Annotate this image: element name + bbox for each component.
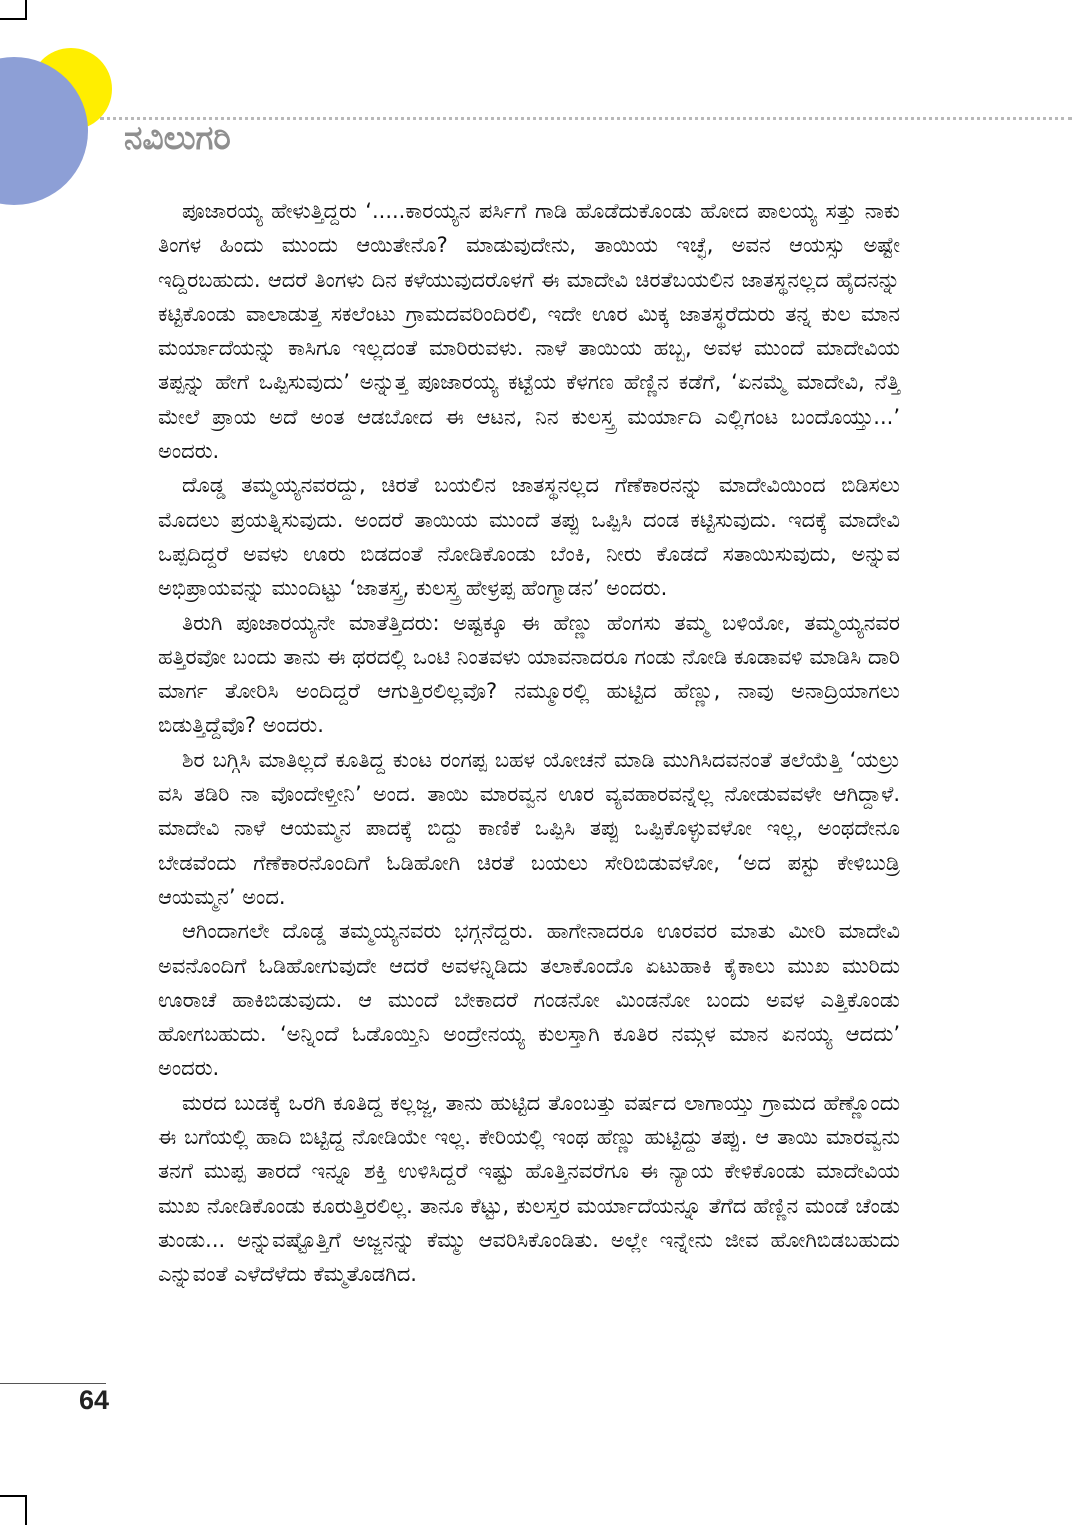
footer-rule	[0, 1383, 106, 1384]
crop-mark-bottom	[0, 1495, 27, 1497]
paragraph: ದೊಡ್ಡ ತಮ್ಮಯ್ಯನವರದ್ದು, ಚಿರತೆ ಬಯಲಿನ ಜಾತಸ್ಥನಲ್ಲದ ಗೆಣೆಕಾರನನ್ನು ಮಾದೇವಿಯಿಂದ ಬಿಡಿಸಲು ಮೊದಲು ಪ್ರಯತ್ನಿಸುವುದು. ಅಂದರೆ ತಾಯಿಯ ಮುಂದೆ ತಪ್ಪು ಒಪ್ಪಿಸಿ ದಂಡ ಕಟ್ಟಿಸುವುದು. ಇದಕ್ಕೆ ಮಾದೇವಿ ಒಪ್ಪದಿದ್ದರೆ ಅವಳು ಊರು ಬಿಡದಂತೆ ನೋಡಿಕೊಂಡು ಬೆಂಕಿ, ನೀರು ಕೊಡದೆ ಸತಾಯಿಸುವುದು, ಅನ್ನುವ ಅಭಿಪ್ರಾಯವನ್ನು ಮುಂದಿಟ್ಟು ‘ಜಾತಸ್ತ್ರ, ಕುಲಸ್ತ್ರ ಹೇಳ್ರಪ್ಪ ಹೆಂಗ್ಮಾಡನ’ ಅಂದರು.	[158, 473, 900, 601]
crop-mark-top	[25, 0, 27, 20]
paragraph: ತಿರುಗಿ ಪೂಜಾರಯ್ಯನೇ ಮಾತೆತ್ತಿದರು: ಅಷ್ಟಕ್ಕೂ ಈ ಹೆಣ್ಣು ಹೆಂಗಸು ತಮ್ಮ ಬಳಿಯೋ, ತಮ್ಮಯ್ಯನವರ ಹತ್ತಿರವೋ ಬಂದು ತಾನು ಈ ಥರದಲ್ಲಿ ಒಂಟಿ ನಿಂತವಳು ಯಾವನಾದರೂ ಗಂಡು ನೋಡಿ ಕೂಡಾವಳಿ ಮಾಡಿಸಿ ದಾರಿ ಮಾರ್ಗ ತೋರಿಸಿ ಅಂದಿದ್ದರೆ ಆಗುತ್ತಿರಲಿಲ್ಲವೊ? ನಮ್ಮೂರಲ್ಲಿ ಹುಟ್ಟಿದ ಹೆಣ್ಣು, ನಾವು ಅನಾದ್ರಿಯಾಗಲು ಬಿಡುತ್ತಿದ್ದೆವೊ? ಅಂದರು.	[158, 610, 900, 738]
header-dotted-rule	[100, 117, 1072, 120]
body-text	[158, 194, 900, 1292]
crop-mark-top	[0, 18, 27, 20]
paragraph: ಮರದ ಬುಡಕ್ಕೆ ಒರಗಿ ಕೂತಿದ್ದ ಕಲ್ಲಜ್ಜ, ತಾನು ಹುಟ್ಟಿದ ತೊಂಬತ್ತು ವರ್ಷದ ಲಾಗಾಯ್ತು ಗ್ರಾಮದ ಹೆಣ್ಣೊಂದು ಈ ಬಗೆಯಲ್ಲಿ ಹಾದಿ ಬಿಟ್ಟಿದ್ದ ನೋಡಿಯೇ ಇಲ್ಲ. ಕೇರಿಯಲ್ಲಿ ಇಂಥ ಹೆಣ್ಣು ಹುಟ್ಟಿದ್ದು ತಪ್ಪು. ಆ ತಾಯಿ ಮಾರವ್ವನು ತನಗೆ ಮುಪ್ಪ ತಾರದೆ ಇನ್ನೂ ಶಕ್ತಿ ಉಳಿಸಿದ್ದರೆ ಇಷ್ಟು ಹೊತ್ತಿನವರೆಗೂ ಈ ನ್ಯಾಯ ಕೇಳಿಕೊಂಡು ಮಾದೇವಿಯ ಮುಖ ನೋಡಿಕೊಂಡು ಕೂರುತ್ತಿರಲಿಲ್ಲ. ತಾನೂ ಕೆಟ್ಟು, ಕುಲಸ್ತರ ಮರ್ಯಾದೆಯನ್ನೂ ತೆಗೆದ ಹೆಣ್ಣಿನ ಮಂಡೆ ಚೆಂಡು ತುಂಡು... ಅನ್ನುವಷ್ಟೊತ್ತಿಗೆ ಅಜ್ಜನನ್ನು ಕೆಮ್ಮು ಆವರಿಸಿಕೊಂಡಿತು. ಅಲ್ಲೇ ಇನ್ನೇನು ಜೀವ ಹೋಗಿಬಿಡಬಹುದು ಎನ್ನುವಂತೆ ಎಳೆದೆಳೆದು ಕೆಮ್ಮತೊಡಗಿದ.	[158, 1090, 900, 1287]
chapter-title: ನವಿಲುಗರಿ	[124, 118, 231, 157]
paragraph: ಪೂಜಾರಯ್ಯ ಹೇಳುತ್ತಿದ್ದರು ‘.....ಕಾರಯ್ಯನ ಪರ್ಸಿಗೆ ಗಾಡಿ ಹೊಡೆದುಕೊಂಡು ಹೋದ ಪಾಲಯ್ಯ ಸತ್ತು ನಾಕು ತಿಂಗಳ ಹಿಂದು ಮುಂದು ಆಯಿತೇನೊ? ಮಾಡುವುದೇನು, ತಾಯಿಯ ಇಚ್ಛೆ, ಅವನ ಆಯಸ್ಸು ಅಷ್ಟೇ ಇದ್ದಿರಬಹುದು. ಆದರೆ ತಿಂಗಳು ದಿನ ಕಳೆಯುವುದರೊಳಗೆ ಈ ಮಾದೇವಿ ಚಿರತೆಬಯಲಿನ ಜಾತಸ್ಥನಲ್ಲದ ಹೈದನನ್ನು ಕಟ್ಟಿಕೊಂಡು ವಾಲಾಡುತ್ತ ಸಕಲೆಂಟು ಗ್ರಾಮದವರಿಂದಿರಲಿ, ಇದೇ ಊರ ಮಿಕ್ಕ ಜಾತಸ್ಥರೆದುರು ತನ್ನ ಕುಲ ಮಾನ ಮರ್ಯಾದೆಯನ್ನು ಕಾಸಿಗೂ ಇಲ್ಲದಂತೆ ಮಾರಿರುವಳು. ನಾಳೆ ತಾಯಿಯ ಹಬ್ಬ, ಅವಳ ಮುಂದೆ ಮಾದೇವಿಯ ತಪ್ಪನ್ನು ಹೇಗೆ ಒಪ್ಪಿಸುವುದು’ ಅನ್ನುತ್ತ ಪೂಜಾರಯ್ಯ ಕಟ್ಟೆಯ ಕೆಳಗಣ ಹೆಣ್ಣಿನ ಕಡೆಗೆ, ‘ಏನಮ್ಮೆ ಮಾದೇವಿ, ನೆತ್ತಿ ಮೇಲೆ ಪ್ರಾಯ ಅದೆ ಅಂತ ಆಡಬೋದ ಈ ಆಟನ, ನಿನ ಕುಲಸ್ತ್ರ ಮರ್ಯಾದಿ ಎಲ್ಲಿಗಂಟ ಬಂದೊಯ್ತು...’ ಅಂದರು.	[158, 199, 900, 464]
crop-mark-bottom	[25, 1495, 27, 1525]
paragraph: ಆಗಿಂದಾಗಲೇ ದೊಡ್ಡ ತಮ್ಮಯ್ಯನವರು ಭಗ್ಗನೆದ್ದರು. ಹಾಗೇನಾದರೂ ಊರವರ ಮಾತು ಮೀರಿ ಮಾದೇವಿ ಅವನೊಂದಿಗೆ ಓಡಿಹೋಗುವುದೇ ಆದರೆ ಅವಳನ್ನಿಡಿದು ತಲಾಕೊಂದೊ ಏಟುಹಾಕಿ ಕೈಕಾಲು ಮುಖ ಮುರಿದು ಊರಾಚೆ ಹಾಕಿಬಿಡುವುದು. ಆ ಮುಂದೆ ಬೇಕಾದರೆ ಗಂಡನೋ ಮಿಂಡನೋ ಬಂದು ಅವಳ ಎತ್ತಿಕೊಂಡು ಹೋಗಬಹುದು. ‘ಅನ್ನಿಂದೆ ಓಡೊಯ್ತಿನಿ ಅಂದ್ರೇನಯ್ಯ ಕುಲಸ್ತಾಗಿ ಕೂತಿರ ನಮ್ಗಳ ಮಾನ ಏನಯ್ಯ ಆದದು’ ಅಂದರು.	[158, 919, 900, 1081]
paragraph: ಶಿರ ಬಗ್ಗಿಸಿ ಮಾತಿಲ್ಲದೆ ಕೂತಿದ್ದ ಕುಂಟ ರಂಗಪ್ಪ ಬಹಳ ಯೋಚನೆ ಮಾಡಿ ಮುಗಿಸಿದವನಂತೆ ತಲೆಯೆತ್ತಿ ‘ಯಲ್ರು ವಸಿ ತಡಿರಿ ನಾ ವೊಂದೇಳ್ತೀನಿ’ ಅಂದ. ತಾಯಿ ಮಾರವ್ವನ ಊರ ವ್ಯವಹಾರವನ್ನೆಲ್ಲ ನೋಡುವವಳೇ ಆಗಿದ್ದಾಳೆ. ಮಾದೇವಿ ನಾಳೆ ಆಯಮ್ಮನ ಪಾದಕ್ಕೆ ಬಿದ್ದು ಕಾಣಿಕೆ ಒಪ್ಪಿಸಿ ತಪ್ಪು ಒಪ್ಪಿಕೊಳ್ಳುವಳೋ ಇಲ್ಲ, ಅಂಥದೇನೂ ಬೇಡವೆಂದು ಗೆಣೆಕಾರನೊಂದಿಗೆ ಓಡಿಹೋಗಿ ಚಿರತೆ ಬಯಲು ಸೇರಿಬಿಡುವಳೋ, ‘ಅದ ಪಸ್ಟು ಕೇಳಿಬುಡ್ರಿ ಆಯಮ್ಮನ’ ಅಂದ.	[158, 747, 900, 909]
page-number: 64	[79, 1385, 110, 1415]
